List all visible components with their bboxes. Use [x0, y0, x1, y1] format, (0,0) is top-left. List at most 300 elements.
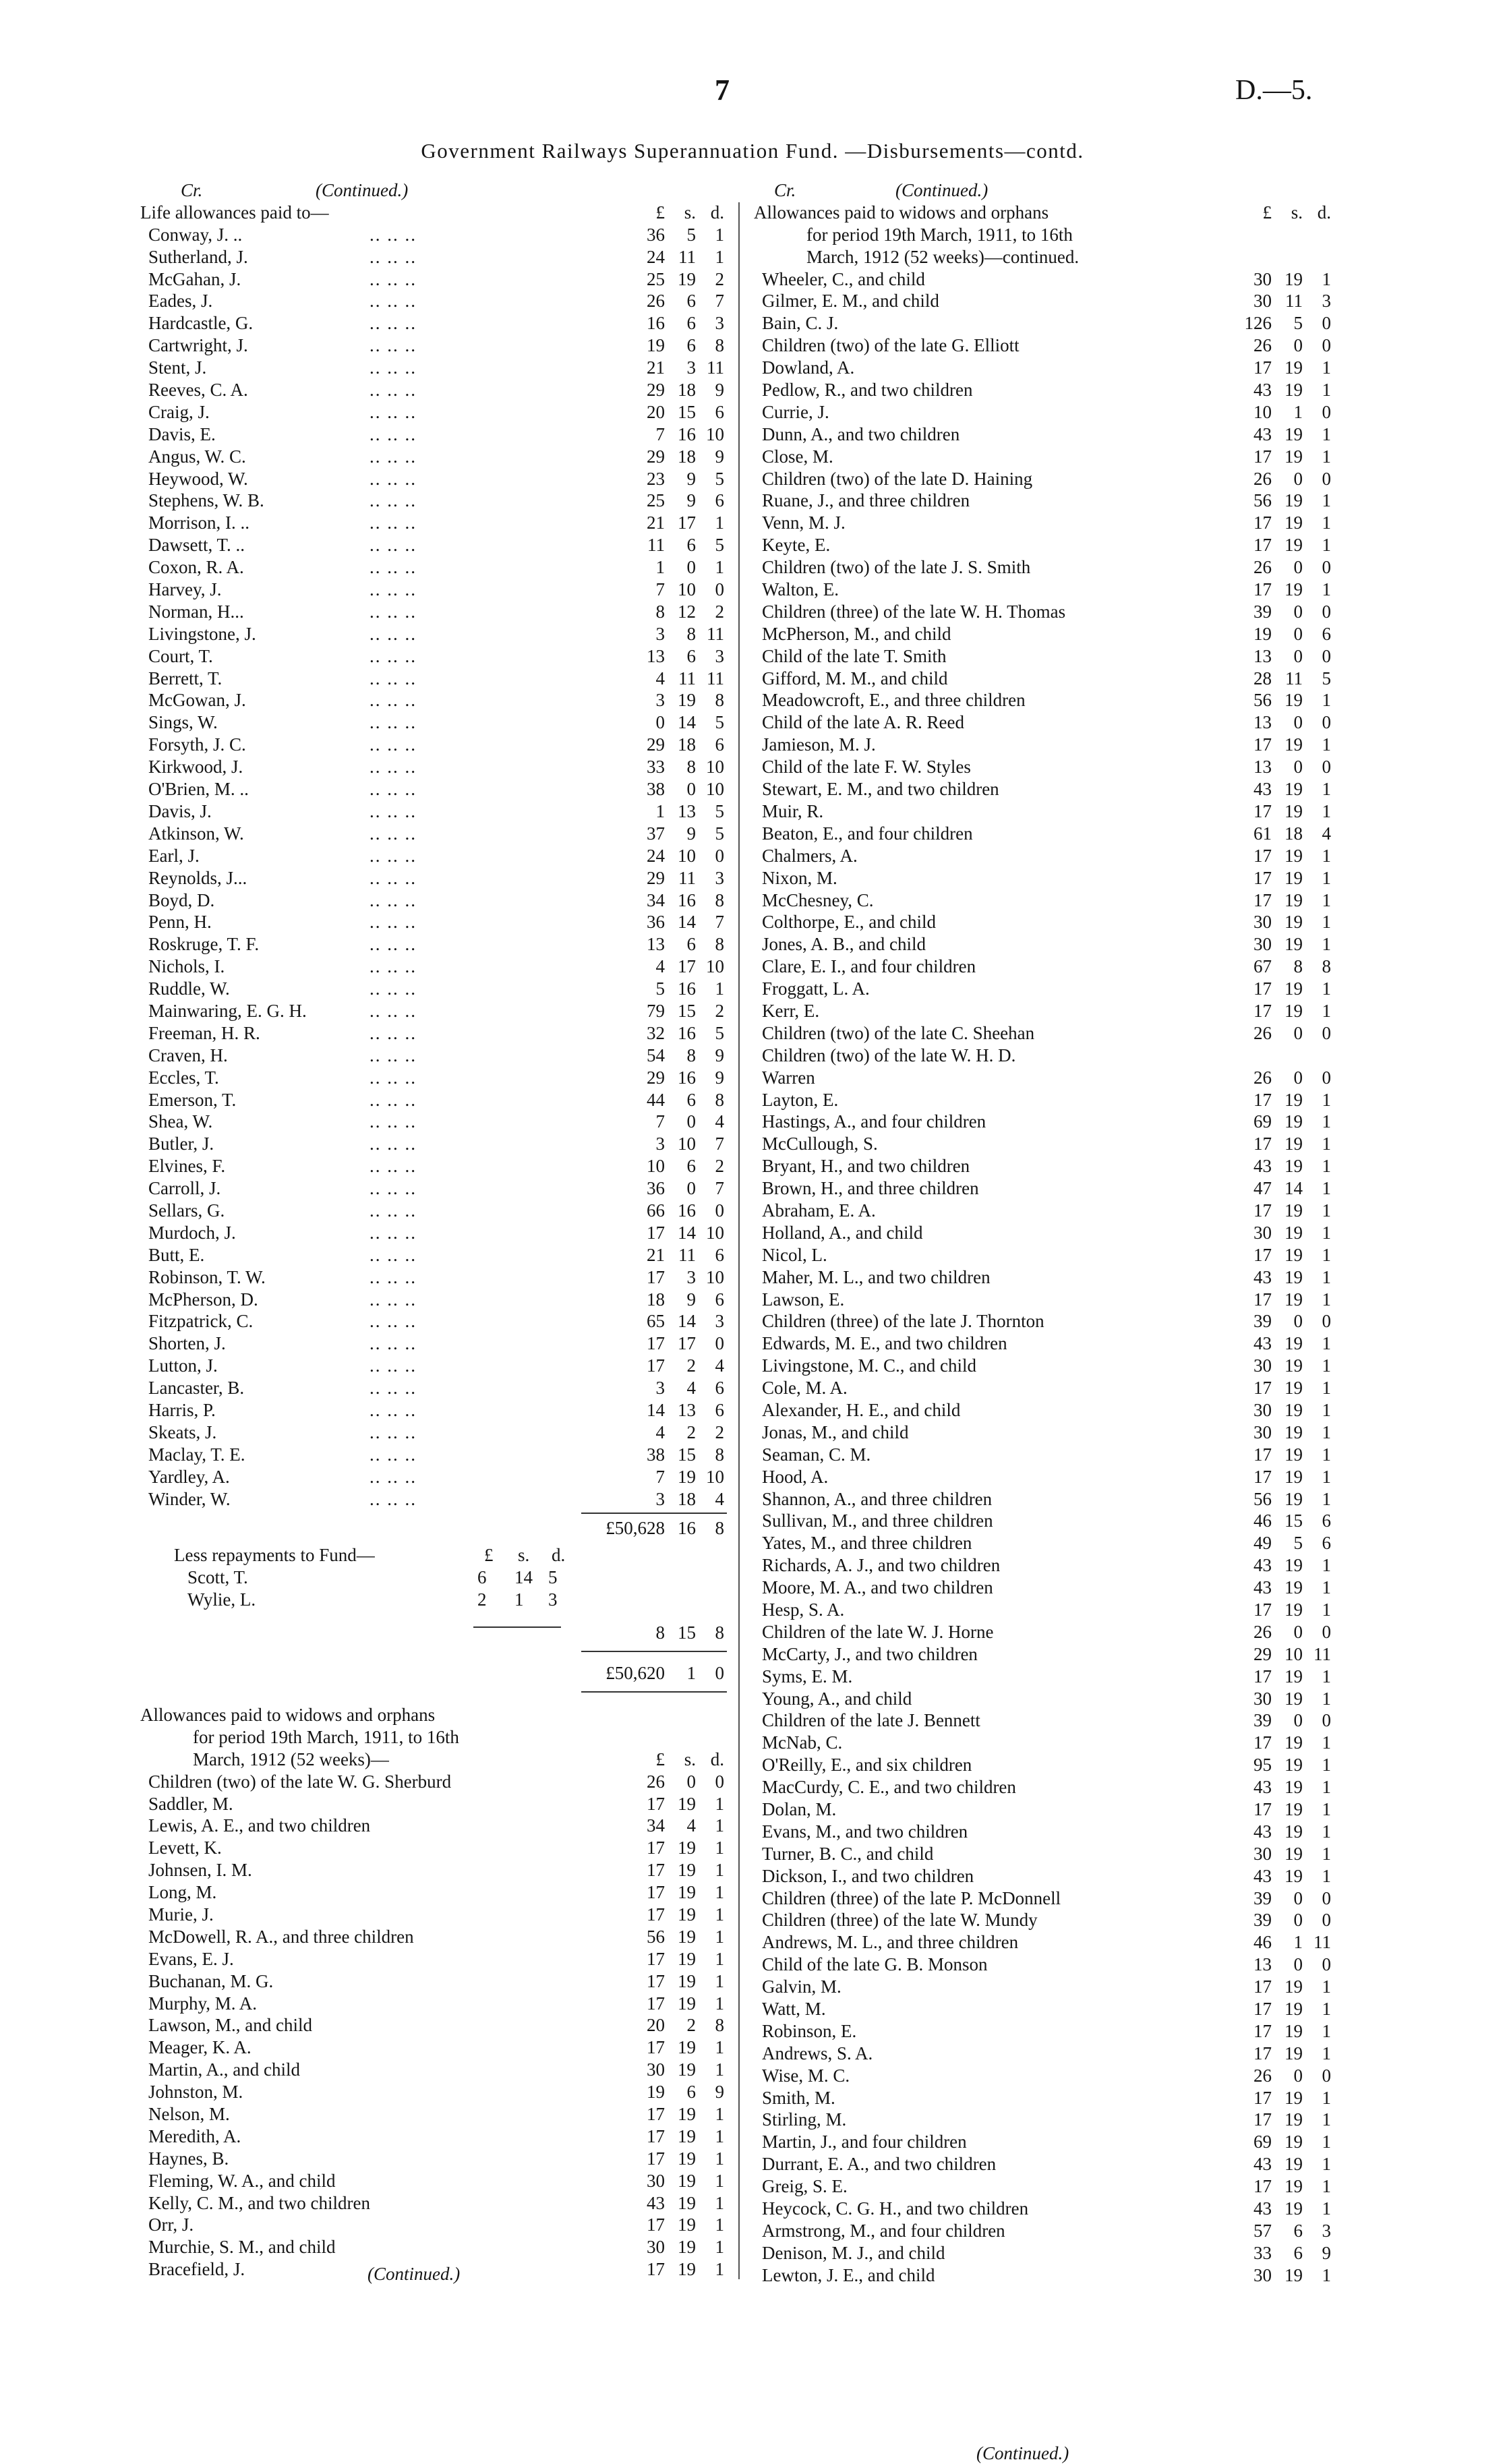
pounds-value: 0 — [655, 712, 665, 733]
payee-name: Durrant, E. A., and two children — [762, 2154, 997, 2175]
payee-name: Children (two) of the late D. Haining — [762, 468, 1033, 489]
pence-value: 1 — [715, 1860, 724, 1881]
continued-label: (Continued.) — [895, 180, 988, 200]
pounds-value: 7 — [655, 1466, 665, 1487]
pounds-value: 43 — [1253, 1266, 1272, 1287]
pounds-value: 30 — [1253, 1688, 1272, 1709]
pence-value: 5 — [715, 1022, 724, 1043]
pence-value: 6 — [1322, 1533, 1331, 1554]
shillings-value: 19 — [1285, 1421, 1303, 1442]
life-total-pounds: £50,628 — [606, 1518, 665, 1538]
amount — [1206, 845, 1334, 867]
pence-value: 1 — [1322, 423, 1331, 444]
pence-value: 1 — [1322, 1821, 1331, 1842]
payee-name: Edwards, M. E., and two children — [762, 1333, 1007, 1354]
pence-value: 0 — [1322, 1311, 1331, 1332]
pence-value: 1 — [1322, 1134, 1331, 1154]
table-row — [754, 423, 1334, 446]
table-row — [754, 1998, 1334, 2020]
shillings-value: 19 — [1285, 512, 1303, 533]
pounds-value: 39 — [1253, 1311, 1272, 1332]
amount — [599, 2170, 727, 2192]
table-row — [140, 956, 727, 978]
shillings-value: 19 — [1285, 845, 1303, 866]
pounds-value: 30 — [1253, 1421, 1272, 1442]
amount — [1206, 933, 1334, 956]
pence-value: 1 — [715, 512, 724, 533]
leader-dots: .. .. .. — [370, 1022, 417, 1043]
shillings-value: 19 — [1285, 1111, 1303, 1132]
amount — [599, 512, 727, 534]
table-row — [140, 2081, 727, 2103]
amount — [599, 2214, 727, 2236]
pounds-value: 4 — [655, 668, 665, 688]
payee-name: Warren — [762, 1067, 815, 1088]
shillings-value: 0 — [686, 1178, 696, 1199]
shillings-value: 16 — [678, 1022, 696, 1043]
table-row — [140, 978, 727, 1000]
table-row — [754, 1111, 1334, 1133]
payee-name: Emerson, T. — [148, 1089, 237, 1110]
pence-value: 1 — [715, 246, 724, 267]
pounds-value: 21 — [647, 357, 665, 378]
amount — [599, 2258, 727, 2281]
pounds-value: 17 — [647, 2125, 665, 2146]
payee-name: Heywood, W. — [148, 468, 248, 489]
payee-name: McCarty, J., and two children — [762, 1643, 978, 1664]
pence-value: 9 — [715, 380, 724, 401]
amount — [599, 1310, 727, 1332]
pounds-value: 3 — [655, 690, 665, 711]
amount — [1206, 1577, 1334, 1599]
payee-name: Nicol, L. — [762, 1244, 827, 1265]
amount — [599, 2059, 727, 2081]
shillings-value: 19 — [1285, 446, 1303, 467]
pence-value: 0 — [1322, 1887, 1331, 1908]
pounds-value: 21 — [647, 1244, 665, 1265]
table-row — [754, 512, 1334, 534]
payee-name: Cole, M. A. — [762, 1378, 848, 1399]
amount — [599, 1815, 727, 1837]
pounds-value: 43 — [1253, 1865, 1272, 1886]
amount — [599, 1466, 727, 1488]
pence-value: 1 — [715, 1815, 724, 1836]
payee-name: Livingstone, J. — [148, 623, 256, 644]
payee-name: Meager, K. A. — [148, 2037, 252, 2058]
pounds-value: 17 — [1253, 579, 1272, 600]
shillings-value: 19 — [1285, 1000, 1303, 1021]
shillings-value: 6 — [686, 934, 696, 955]
payee-name: Saddler, M. — [148, 1793, 233, 1814]
payee-name: Children (three) of the late J. Thornton — [762, 1311, 1044, 1332]
widows-allowances-list-continued — [754, 268, 1334, 2287]
pounds-value: 17 — [1253, 1732, 1272, 1753]
payee-name: Meredith, A. — [148, 2125, 241, 2146]
pence-value: 0 — [1322, 1022, 1331, 1043]
pence-value: 5 — [715, 712, 724, 733]
pounds-value: 39 — [1253, 1710, 1272, 1731]
table-row — [140, 1904, 727, 1926]
payee-name: Close, M. — [762, 446, 833, 467]
payee-name: Wheeler, C., and child — [762, 268, 925, 289]
pounds-value: 34 — [647, 1815, 665, 1836]
payee-name: Colthorpe, E., and child — [762, 912, 936, 933]
table-row — [140, 1289, 727, 1311]
table-row — [140, 1993, 727, 2015]
leader-dots: .. .. .. — [370, 867, 417, 888]
repay-heading: Less repayments to Fund— — [174, 1545, 375, 1565]
pence-value: 1 — [1322, 2109, 1331, 2130]
shillings-value: 19 — [1285, 1577, 1303, 1598]
pounds-value: 46 — [1253, 1932, 1272, 1953]
pounds-value: 17 — [1253, 1289, 1272, 1310]
pounds-value: 26 — [647, 1771, 665, 1792]
payee-name: Orr, J. — [148, 2214, 194, 2235]
repayment-row — [140, 1589, 727, 1611]
pounds-value: 49 — [1253, 1533, 1272, 1554]
pounds-value: 43 — [1253, 1555, 1272, 1576]
payee-name: Pedlow, R., and two children — [762, 380, 973, 401]
table-row — [140, 312, 727, 334]
payee-name: Butt, E. — [148, 1244, 205, 1265]
pence-value: 0 — [1322, 601, 1331, 622]
table-row — [754, 1022, 1334, 1045]
pence-value: 0 — [1322, 401, 1331, 422]
leader-dots: .. .. .. — [370, 690, 417, 711]
table-row — [140, 1421, 727, 1444]
amount — [599, 1332, 727, 1355]
amount — [1206, 1621, 1334, 1643]
pence-value: 9 — [1322, 2242, 1331, 2263]
pounds-value: 38 — [647, 1444, 665, 1465]
table-row — [754, 1421, 1334, 1444]
pounds-value: 7 — [655, 1111, 665, 1132]
payee-name: Turner, B. C., and child — [762, 1843, 934, 1864]
pounds-value: 46 — [1253, 1510, 1272, 1531]
pence-value: 1 — [1322, 690, 1331, 711]
table-row — [754, 2087, 1334, 2109]
pence-value: 1 — [1322, 889, 1331, 910]
pence-value: 4 — [715, 1355, 724, 1376]
pounds-value: 24 — [647, 246, 665, 267]
table-row — [754, 1798, 1334, 1821]
amount — [599, 534, 727, 556]
shillings-value: 0 — [1293, 601, 1303, 622]
shillings-value: 19 — [1285, 2264, 1303, 2285]
amount — [599, 1045, 727, 1067]
payee-name: Dawsett, T. .. — [148, 535, 245, 556]
shillings-value: 16 — [678, 423, 696, 444]
leader-dots: .. .. .. — [370, 1111, 417, 1132]
pounds-value: 43 — [1253, 423, 1272, 444]
shillings-value: 19 — [1285, 1799, 1303, 1820]
shillings-value: 5 — [1293, 1533, 1303, 1554]
pounds-value: 33 — [647, 757, 665, 778]
shillings-value: 16 — [678, 1067, 696, 1088]
payee-name: Hood, A. — [762, 1466, 829, 1487]
payee-name: McGahan, J. — [148, 268, 241, 289]
payee-name: Freeman, H. R. — [148, 1022, 260, 1043]
pence-value: 1 — [715, 2192, 724, 2213]
payee-name: Butler, J. — [148, 1134, 214, 1154]
shillings-value: 19 — [1285, 1444, 1303, 1465]
pence-value: 2 — [715, 601, 724, 622]
table-row — [140, 2103, 727, 2125]
pounds-value: 13 — [647, 645, 665, 666]
table-row — [754, 1709, 1334, 1732]
total-rule — [581, 1513, 727, 1514]
pence-value: 1 — [1322, 1755, 1331, 1776]
pence-value: 7 — [715, 1178, 724, 1199]
leader-dots: .. .. .. — [370, 512, 417, 533]
pounds-value: 43 — [1253, 2154, 1272, 2175]
payee-name: MacCurdy, C. E., and two children — [762, 1777, 1016, 1798]
pounds-value: 43 — [1253, 380, 1272, 401]
leader-dots: .. .. .. — [370, 357, 417, 378]
leader-dots: .. .. .. — [370, 490, 417, 511]
amount — [599, 1948, 727, 1970]
amount — [1206, 1355, 1334, 1377]
amount — [1206, 1377, 1334, 1399]
table-row — [754, 1444, 1334, 1466]
pence-header: d. — [1317, 202, 1331, 223]
pence-value: 1 — [1322, 2176, 1331, 2197]
pounds-value: 17 — [1253, 2020, 1272, 2041]
payee-name: Venn, M. J. — [762, 512, 846, 533]
shillings-value: 19 — [1285, 2043, 1303, 2063]
table-row — [754, 956, 1334, 978]
pounds-value: 21 — [647, 512, 665, 533]
payee-name: Children (three) of the late W. H. Thomas — [762, 601, 1066, 622]
pence-value: 1 — [715, 1838, 724, 1858]
payee-name: Maclay, T. E. — [148, 1444, 245, 1465]
shillings-value: 19 — [1285, 1089, 1303, 1110]
payee-name: Walton, E. — [762, 579, 839, 600]
pence-value: 0 — [1322, 1710, 1331, 1731]
table-row — [754, 889, 1334, 912]
payee-name: Muir, R. — [762, 800, 824, 821]
leader-dots: .. .. .. — [370, 1266, 417, 1287]
amount — [599, 1421, 727, 1444]
shillings-value: 0 — [1293, 623, 1303, 644]
table-row — [140, 1815, 727, 1837]
payee-name: McGowan, J. — [148, 690, 246, 711]
pence-value: 3 — [715, 867, 724, 888]
pounds-value: 17 — [1253, 1134, 1272, 1154]
payee-name: Mainwaring, E. G. H. — [148, 1000, 307, 1021]
table-row — [140, 1970, 727, 1993]
table-row — [754, 711, 1334, 734]
payee-name: Syms, E. M. — [762, 1666, 853, 1686]
life-heading-row — [140, 202, 727, 224]
payee-name: Child of the late A. R. Reed — [762, 712, 964, 733]
shillings-value: 8 — [1293, 956, 1303, 977]
amount — [1206, 1289, 1334, 1311]
pounds-value: 17 — [1253, 1466, 1272, 1487]
shillings-value: 11 — [1285, 668, 1303, 688]
pence-value: 0 — [715, 1771, 724, 1792]
cr-label: Cr. — [774, 180, 796, 200]
payee-name: McChesney, C. — [762, 889, 874, 910]
amount — [599, 1771, 727, 1793]
pounds-value: 39 — [1253, 601, 1272, 622]
pounds-value: 17 — [1253, 845, 1272, 866]
table-row — [754, 490, 1334, 512]
payee-name: Sings, W. — [148, 712, 218, 733]
shillings-header: s. — [684, 1749, 696, 1769]
pounds-value: 17 — [1253, 1244, 1272, 1265]
shillings-value: 3 — [686, 357, 696, 378]
amount — [1206, 1688, 1334, 1710]
amount — [599, 711, 727, 734]
pence-value: 1 — [1322, 1976, 1331, 1997]
table-row — [754, 845, 1334, 867]
table-row — [754, 2153, 1334, 2175]
leader-dots: .. .. .. — [370, 645, 417, 666]
shillings-value: 19 — [1285, 1865, 1303, 1886]
payee-name: Lancaster, B. — [148, 1378, 245, 1399]
payee-name: Penn, H. — [148, 912, 212, 933]
pence-value: 1 — [1322, 1156, 1331, 1177]
payee-name: Nelson, M. — [148, 2104, 230, 2125]
table-row — [754, 357, 1334, 379]
shillings-value: 19 — [678, 1993, 696, 2014]
table-row — [140, 290, 727, 312]
amount — [599, 556, 727, 579]
leader-dots: .. .. .. — [370, 823, 417, 844]
net-rule-bottom — [581, 1691, 727, 1693]
pounds-value: 3 — [655, 623, 665, 644]
pence-value: 5 — [715, 823, 724, 844]
amount — [599, 2103, 727, 2125]
leader-dots: .. .. .. — [370, 623, 417, 644]
table-row — [140, 401, 727, 423]
pounds-value: 17 — [647, 1882, 665, 1903]
pounds-value: 43 — [1253, 1333, 1272, 1354]
pence-value: 1 — [1322, 1555, 1331, 1576]
leader-dots: .. .. .. — [370, 800, 417, 821]
pounds-value: 69 — [1253, 2132, 1272, 2152]
amount — [599, 2081, 727, 2103]
payee-name: Stewart, E. M., and two children — [762, 779, 999, 800]
amount — [1206, 2020, 1334, 2043]
column-headers — [599, 202, 727, 224]
table-row — [140, 756, 727, 778]
pounds-value: 29 — [647, 1067, 665, 1088]
shillings-value: 19 — [678, 1466, 696, 1487]
shillings-value: 19 — [1285, 579, 1303, 600]
pence-value: 8 — [715, 934, 724, 955]
pence-value: 1 — [1322, 380, 1331, 401]
payee-name: Lewis, A. E., and two children — [148, 1815, 371, 1836]
shillings-value: 19 — [678, 2259, 696, 2280]
payee-name: Hesp, S. A. — [762, 1600, 845, 1620]
shillings-value: 6 — [686, 335, 696, 356]
shillings-value: 14 — [678, 1222, 696, 1243]
shillings-value: 6 — [686, 1089, 696, 1110]
leader-dots: .. .. .. — [370, 1134, 417, 1154]
table-row — [754, 778, 1334, 800]
table-row — [754, 1666, 1334, 1688]
pounds-value: 17 — [1253, 1200, 1272, 1221]
pence-value: 4 — [1322, 823, 1331, 844]
table-row — [754, 645, 1334, 668]
pence-value: 1 — [1322, 1399, 1331, 1420]
pounds-value: 30 — [1253, 291, 1272, 312]
payee-name: McPherson, D. — [148, 1289, 258, 1310]
payee-name: Harvey, J. — [148, 579, 222, 600]
table-row — [754, 1289, 1334, 1311]
payee-name: Cartwright, J. — [148, 335, 248, 356]
payee-name: Murdoch, J. — [148, 1222, 236, 1243]
table-row — [140, 1222, 727, 1244]
pence-value: 2 — [715, 1000, 724, 1021]
leader-dots: .. .. .. — [370, 779, 417, 800]
pounds-value: 54 — [647, 1045, 665, 1065]
repay-col-shillings: s. — [518, 1545, 530, 1565]
payee-name: Bain, C. J. — [762, 313, 839, 334]
payee-name: Greig, S. E. — [762, 2176, 848, 2197]
pounds-value: 4 — [655, 1421, 665, 1442]
amount — [599, 778, 727, 800]
amount — [599, 933, 727, 956]
pounds-value: 30 — [1253, 1843, 1272, 1864]
pence-value: 6 — [715, 1378, 724, 1399]
repayments-block — [140, 1544, 727, 1611]
payee-name: Berrett, T. — [148, 668, 223, 688]
table-row — [140, 379, 727, 401]
table-row — [140, 889, 727, 912]
pounds-value: 18 — [647, 1289, 665, 1310]
pence-value: 6 — [715, 490, 724, 511]
payee-name: Hardcastle, G. — [148, 313, 254, 334]
pence-value: 1 — [1322, 1777, 1331, 1798]
repay-total-shillings: 15 — [678, 1622, 696, 1643]
amount — [599, 446, 727, 468]
payee-name: Chalmers, A. — [762, 845, 858, 866]
pence-value: 1 — [1322, 268, 1331, 289]
payee-name: Holland, A., and child — [762, 1222, 923, 1243]
amount — [599, 2192, 727, 2214]
pence-value: 1 — [715, 2104, 724, 2125]
table-row — [754, 1045, 1334, 1067]
pence-value: 9 — [715, 1067, 724, 1088]
amount — [599, 1881, 727, 1904]
shillings-value: 19 — [678, 1838, 696, 1858]
payee-name: Dolan, M. — [762, 1799, 837, 1820]
amount — [1206, 1709, 1334, 1732]
payee-name: Yardley, A. — [148, 1466, 230, 1487]
pence-value: 1 — [1322, 2198, 1331, 2219]
amount — [1206, 446, 1334, 468]
leader-dots: .. .. .. — [370, 1200, 417, 1221]
shillings-value: 19 — [1285, 1355, 1303, 1376]
amount — [1206, 1155, 1334, 1177]
leader-dots: .. .. .. — [370, 1355, 417, 1376]
amount — [599, 312, 727, 334]
amount — [599, 845, 727, 867]
table-row — [140, 1089, 727, 1111]
shillings-value: 19 — [678, 2192, 696, 2213]
payee-name: Roskruge, T. F. — [148, 934, 260, 955]
payee-name: Children (two) of the late W. G. Sherburd — [148, 1771, 452, 1792]
table-row — [140, 2125, 727, 2148]
shillings-value: 6 — [1293, 2220, 1303, 2241]
pence-value: 1 — [715, 2059, 724, 2080]
payee-name: O'Brien, M. .. — [148, 779, 249, 800]
pence-value: 3 — [548, 1589, 558, 1610]
amount — [599, 1926, 727, 1948]
